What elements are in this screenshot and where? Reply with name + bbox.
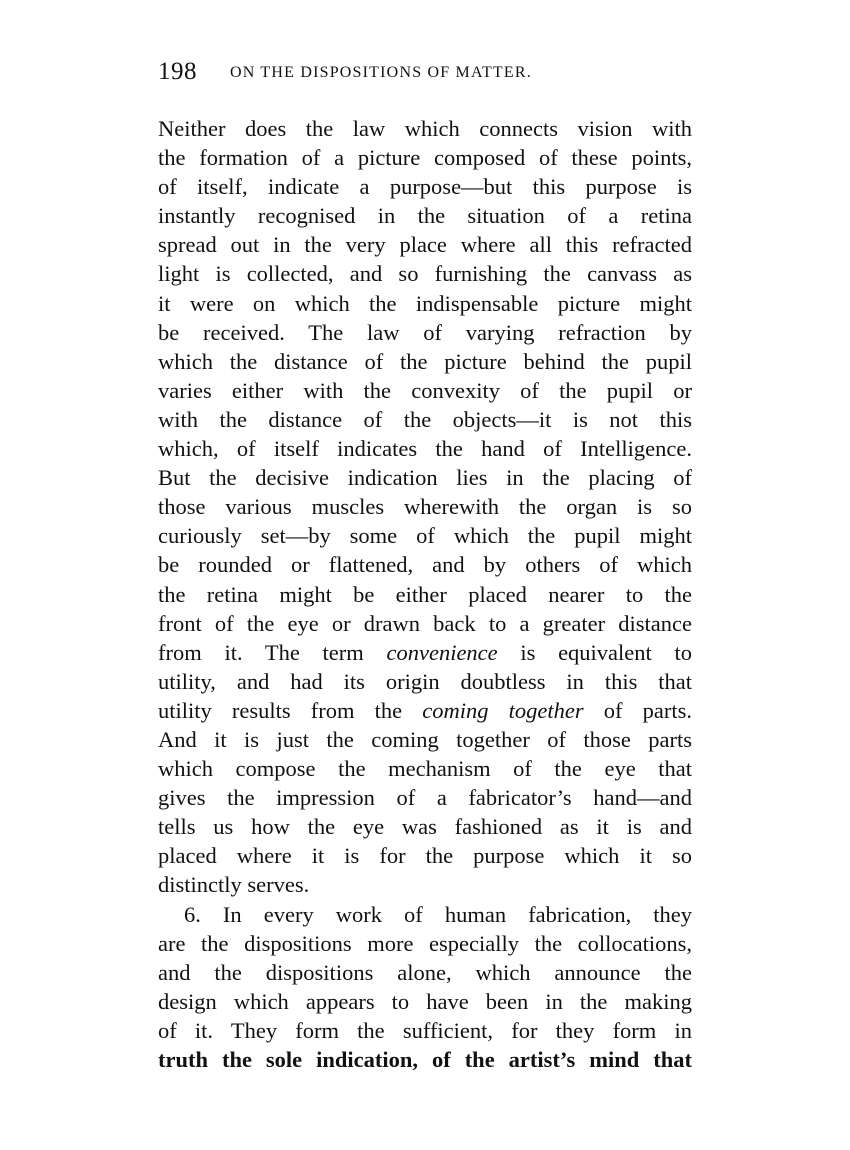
text-segment: from it. The term	[158, 639, 387, 665]
text-line: utility, and had its origin doubtless in this that	[158, 668, 692, 694]
text-line: are the dispositions more especially the collocations,	[158, 930, 692, 956]
text-line: light is collected, and so furnishing the canvass as	[158, 261, 692, 287]
text-line: the retina might be either placed nearer to the	[158, 581, 692, 607]
text-line: which compose the mechanism of the eye that	[158, 756, 692, 782]
text-line: placed where it is for the purpose which it so	[158, 843, 692, 869]
paragraph-end-line: distinctly serves.	[158, 872, 310, 898]
text-line: instantly recognised in the situation of a retina	[158, 203, 692, 229]
running-head	[158, 58, 698, 92]
text-line: and the dispositions alone, which announce the	[158, 959, 692, 985]
text-line: gives the impression of a fabricator’s hand—and	[158, 785, 692, 811]
text-line: which, of itself indicates the hand of Intelligence.	[158, 436, 692, 462]
text-line: But the decisive indication lies in the placing of	[158, 465, 692, 491]
text-line: with the distance of the objects—it is not this	[158, 406, 692, 432]
text-line: the formation of a picture composed of these points,	[158, 145, 692, 171]
italic-term-coming-together: coming together	[422, 697, 584, 723]
text-line: front of the eye or drawn back to a greater distance	[158, 610, 692, 636]
text-line-final: truth the sole indication, of the artist’s mind that	[158, 1047, 692, 1072]
text-segment: utility results from the	[158, 697, 423, 723]
text-line: of it. They form the sufficient, for they form in	[158, 1017, 692, 1043]
text-line-convenience	[158, 638, 692, 667]
text-line: design which appears to have been in the making	[158, 988, 692, 1014]
running-title: ON THE DISPOSITIONS OF MATTER.	[230, 64, 532, 81]
text-line: be rounded or flattened, and by others of which	[158, 552, 692, 578]
text-segment: is equivalent to	[497, 639, 692, 665]
text-line: it were on which the indispensable picture might	[158, 290, 692, 316]
italic-term-convenience: convenience	[386, 639, 498, 665]
paragraph-6-first-line: 6. In every work of human fabrication, they	[184, 901, 692, 927]
text-segment: of parts.	[583, 697, 692, 723]
text-line: be received. The law of varying refraction by	[158, 319, 692, 345]
text-line: which the distance of the picture behind the pupil	[158, 348, 692, 374]
text-line: Neither does the law which connects vision with	[158, 116, 692, 141]
text-line: those various muscles wherewith the organ is so	[158, 494, 692, 520]
text-line: varies either with the convexity of the pupil or	[158, 377, 692, 403]
text-line: curiously set—by some of which the pupil might	[158, 523, 692, 549]
text-line: spread out in the very place where all this refracted	[158, 232, 692, 258]
text-line: And it is just the coming together of those parts	[158, 726, 692, 752]
page-number: 198	[158, 58, 197, 85]
text-line-coming-together	[158, 696, 692, 725]
text-line: of itself, indicate a purpose—but this purpose is	[158, 174, 692, 200]
body-text	[158, 114, 692, 1074]
text-line: tells us how the eye was fashioned as it is and	[158, 814, 692, 840]
